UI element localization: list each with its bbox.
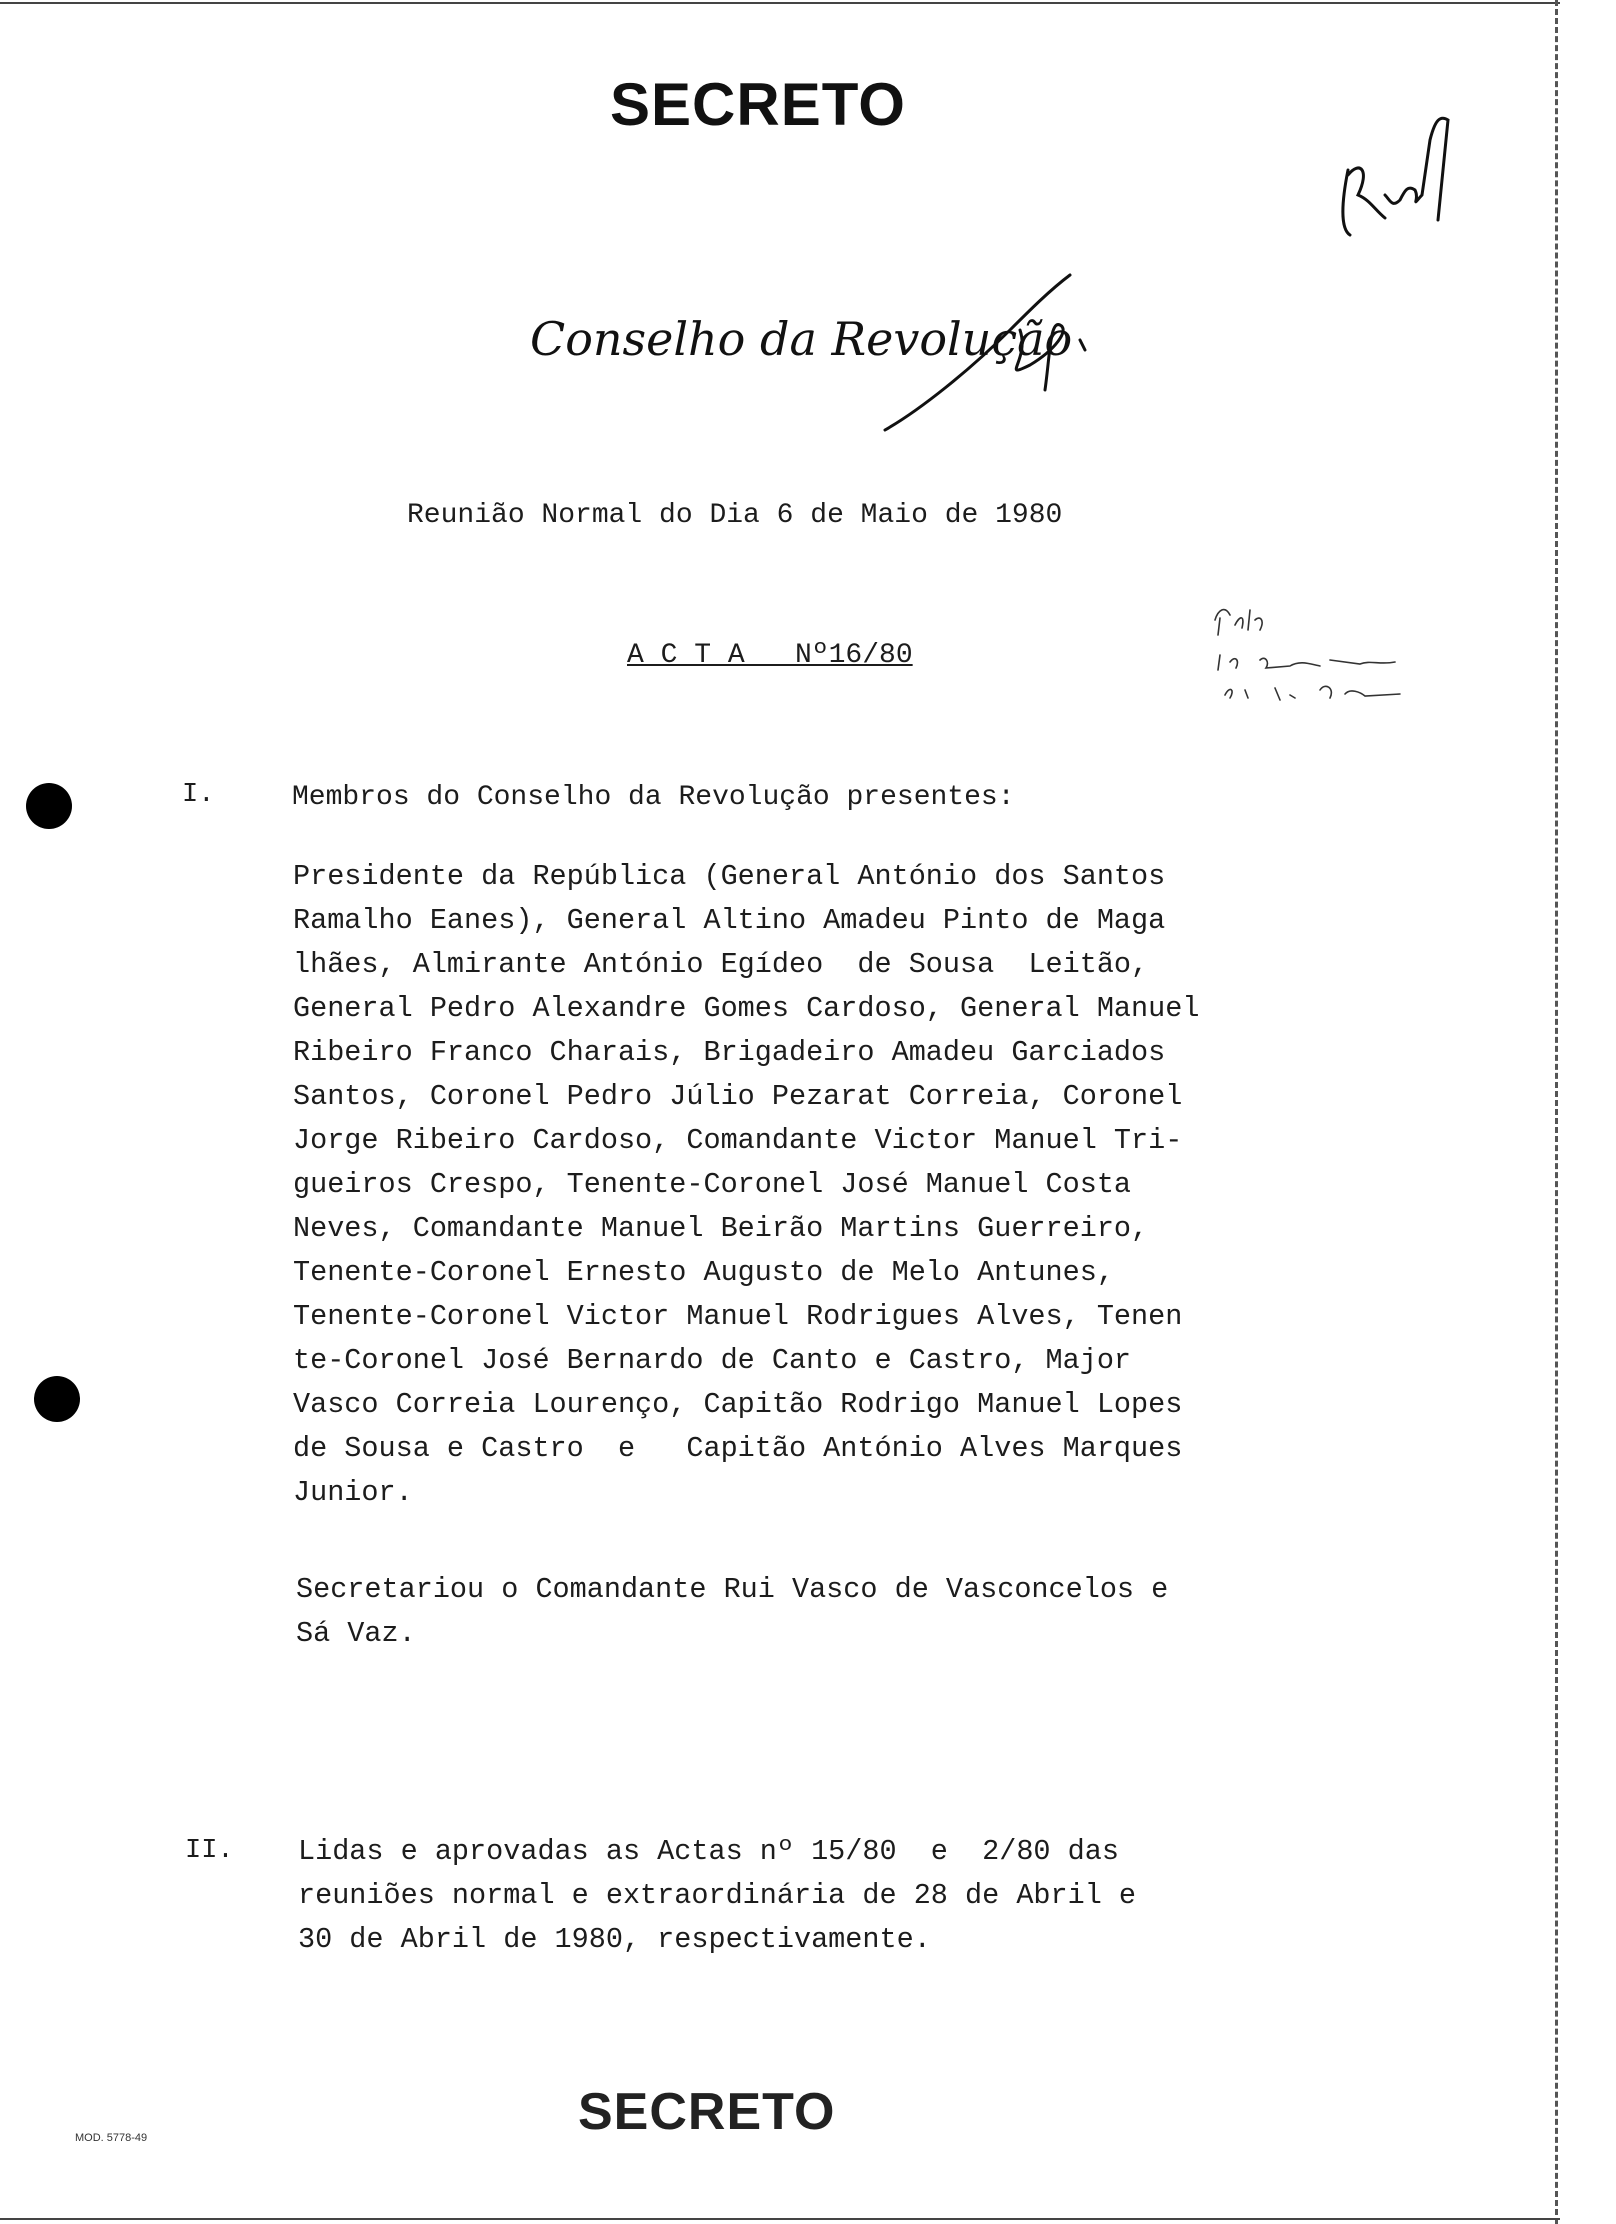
members-line: Jorge Ribeiro Cardoso, Comandante Victor Manuel Tri-	[293, 1124, 1183, 1157]
handwritten-initials	[1330, 100, 1460, 250]
members-line: de Sousa e Castro e Capitão António Alves Marques	[293, 1432, 1183, 1465]
members-line: Neves, Comandante Manuel Beirão Martins Guerreiro,	[293, 1212, 1149, 1245]
council-heading: Conselho da Revolução	[530, 312, 1073, 366]
members-line: te-Coronel José Bernardo de Canto e Castro, Major	[293, 1344, 1132, 1377]
minutes-line: 30 de Abril de 1980, respectivamente.	[298, 1923, 931, 1956]
bottom-edge	[0, 2218, 1560, 2220]
acta-title: A C T A Nº16/80	[627, 640, 913, 671]
top-edge	[0, 2, 1560, 4]
meeting-line: Reunião Normal do Dia 6 de Maio de 1980	[407, 500, 1063, 531]
members-line: Vasco Correia Lourenço, Capitão Rodrigo Manuel Lopes	[293, 1388, 1183, 1421]
handwritten-margin-note	[1200, 590, 1450, 710]
members-line: Tenente-Coronel Ernesto Augusto de Melo Antunes,	[293, 1256, 1114, 1289]
members-line: Tenente-Coronel Victor Manuel Rodrigues Alves, Tenen	[293, 1300, 1183, 1333]
members-line: Junior.	[293, 1476, 413, 1509]
secretary-paragraph	[296, 1568, 1168, 1656]
form-code: MOD. 5778-49	[75, 2132, 148, 2144]
minutes-approval-paragraph	[298, 1830, 1136, 1962]
punch-hole-mark	[34, 1376, 80, 1422]
members-line: General Pedro Alexandre Gomes Cardoso, General Manuel	[293, 992, 1200, 1025]
members-line: Ribeiro Franco Charais, Brigadeiro Amadeu Garciados	[293, 1036, 1166, 1069]
right-edge-perforation	[1555, 0, 1558, 2224]
minutes-line: Lidas e aprovadas as Actas nº 15/80 e 2/80 das	[298, 1835, 1119, 1868]
classification-stamp-bottom: SECRETO	[578, 2083, 836, 2141]
section-1-heading: Membros do Conselho da Revolução presentes:	[292, 782, 1015, 813]
members-line: Presidente da República (General António dos Santos	[293, 860, 1166, 893]
punch-hole-mark	[26, 783, 72, 829]
classification-stamp-top: SECRETO	[610, 71, 906, 138]
minutes-line: reuniões normal e extraordinária de 28 de Abril e	[298, 1879, 1137, 1912]
members-line: Ramalho Eanes), General Altino Amadeu Pinto de Maga	[293, 904, 1166, 937]
secretary-line: Sá Vaz.	[296, 1617, 416, 1650]
signature-flourish	[880, 270, 1140, 450]
secretary-line: Secretariou o Comandante Rui Vasco de Vasconcelos e	[296, 1573, 1169, 1606]
section-1-numeral: I.	[182, 780, 215, 810]
members-line: lhães, Almirante António Egídeo de Sousa Leitão,	[293, 948, 1149, 981]
section-2-numeral: II.	[185, 1836, 234, 1866]
members-line: Santos, Coronel Pedro Júlio Pezarat Correia, Coronel	[293, 1080, 1183, 1113]
members-line: gueiros Crespo, Tenente-Coronel José Manuel Costa	[293, 1168, 1132, 1201]
members-paragraph	[293, 855, 1199, 1515]
